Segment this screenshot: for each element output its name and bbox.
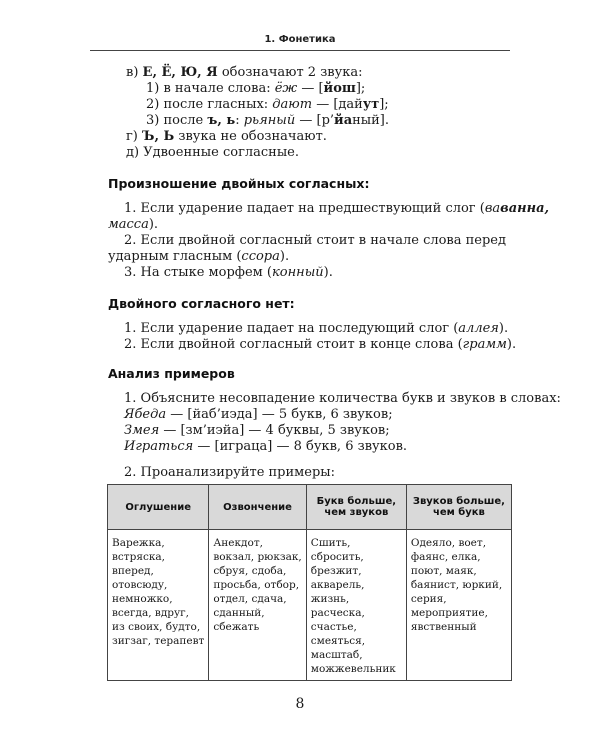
- col-header: Озвончение: [209, 485, 306, 530]
- list-item: из своих, будто,: [112, 621, 201, 633]
- col-devoicing: [108, 530, 209, 681]
- sub-item-3: 3) после ъ, ь: рьяный — [р’йаный].: [146, 113, 390, 128]
- example-word: конный: [271, 265, 324, 280]
- example-word: масса: [108, 217, 149, 232]
- list-item: акварель,: [310, 579, 365, 591]
- transcription: йа: [334, 113, 353, 128]
- example-line: Змея — [зм’иэйа] — 4 буквы, 5 звуков;: [124, 423, 390, 438]
- list-item: отдел, сдача,: [213, 593, 287, 605]
- example-word: ванна,: [500, 201, 550, 216]
- list-item: сбруя, сдоба,: [213, 565, 287, 577]
- list-item: сданный,: [213, 607, 265, 619]
- table-header-row: [108, 485, 512, 530]
- list-item: Анекдот,: [213, 537, 263, 549]
- list-item: расческа,: [310, 607, 365, 619]
- list-item: зигзаг, терапевт: [112, 635, 205, 647]
- list-item: отовсюду,: [112, 579, 168, 591]
- paragraph-cont: ударным гласным (ссора).: [108, 249, 290, 264]
- section-heading-analysis: Анализ примеров: [108, 366, 235, 381]
- list-item: вокзал, рюкзак,: [213, 551, 302, 563]
- col-more-letters: [306, 530, 406, 681]
- list-item: явственный: [410, 621, 477, 633]
- list-item: можжевельник: [310, 663, 396, 675]
- task-1: 1. Объясните несовпадение количества букв и звуков в словах:: [124, 391, 561, 406]
- list-item: счастье,: [310, 621, 357, 633]
- analysis-table: [107, 484, 512, 681]
- list-item: немножко,: [112, 593, 173, 605]
- list-item: Сшить,: [310, 537, 351, 549]
- example-word: Играться: [124, 439, 194, 454]
- col-header: Букв больше, чем звуков: [306, 485, 406, 530]
- example-line: Ябеда — [йаб’иэда] — 5 букв, 6 звуков;: [124, 407, 393, 422]
- task-2: 2. Проанализируйте примеры:: [124, 465, 336, 480]
- paragraph: 3. На стыке морфем (конный).: [124, 265, 333, 280]
- example-word: аллея: [458, 321, 499, 336]
- page-number: 8: [295, 696, 305, 712]
- letters-hard-soft: Ъ, Ь: [142, 129, 175, 144]
- col-header: Оглушение: [108, 485, 209, 530]
- list-item: жизнь,: [310, 593, 350, 605]
- list-text: обозначают 2 звука:: [217, 65, 363, 80]
- example-word: дают: [272, 97, 313, 112]
- list-item: сбросить,: [310, 551, 364, 563]
- list-marker: в): [126, 65, 139, 80]
- list-item-d: д) Удвоенные согласные.: [126, 145, 300, 160]
- list-item: смеяться,: [310, 635, 366, 647]
- example-word: Ябеда: [124, 407, 167, 422]
- table-row: [108, 530, 512, 681]
- section-heading-double-consonants: Произношение двойных согласных:: [108, 176, 370, 191]
- transcription: ут: [362, 97, 380, 112]
- list-item: Варежка,: [112, 537, 165, 549]
- paragraph: 2. Если двойной согласный стоит в начале слова перед: [124, 233, 507, 248]
- list-item: Одеяло, воет,: [410, 537, 487, 549]
- hard-soft-signs: ъ, ь: [207, 113, 236, 128]
- list-item: мероприятие,: [410, 607, 488, 619]
- example-word: ёж: [274, 81, 298, 96]
- letters-e-yo-yu-ya: Е, Ё, Ю, Я: [142, 65, 218, 80]
- sub-item-1: 1) в начале слова: ёж — [йош];: [146, 81, 366, 96]
- example-word: ссора: [241, 249, 280, 264]
- running-header: 1. Фонетика: [264, 34, 336, 45]
- list-item: баянист, юркий,: [410, 579, 503, 591]
- paragraph-cont: масса).: [108, 217, 159, 232]
- list-item: масштаб,: [310, 649, 363, 661]
- section-heading-no-double: Двойного согласного нет:: [108, 296, 295, 311]
- list-item: брезжит,: [310, 565, 362, 577]
- example-word: Змея: [124, 423, 160, 438]
- list-item: серия,: [410, 593, 447, 605]
- list-item-g: г) Ъ, Ь звука не обозначают.: [126, 129, 327, 144]
- paragraph: 1. Если ударение падает на предшествующий слог (ваванна,: [124, 201, 550, 216]
- list-item: встряска,: [112, 551, 165, 563]
- transcription: йош: [323, 81, 356, 96]
- col-more-sounds: [406, 530, 511, 681]
- list-item: фаянс, елка,: [410, 551, 481, 563]
- list-item: поют, маяк,: [410, 565, 477, 577]
- paragraph: 1. Если ударение падает на последующий слог (аллея).: [124, 321, 509, 336]
- list-item: просьба, отбор,: [213, 579, 300, 591]
- col-voicing: [209, 530, 306, 681]
- example-line: Играться — [играца] — 8 букв, 6 звуков.: [124, 439, 408, 454]
- list-item-v: [126, 64, 363, 81]
- col-header: Звуков больше, чем букв: [406, 485, 511, 530]
- list-item: сбежать: [213, 621, 260, 633]
- header-rule: [90, 50, 510, 51]
- list-item: вперед,: [112, 565, 154, 577]
- example-word: грамм: [462, 337, 507, 352]
- list-item: всегда, вдруг,: [112, 607, 190, 619]
- example-word: рьяный: [243, 113, 296, 128]
- sub-item-2: 2) после гласных: дают — [дайут];: [146, 97, 389, 112]
- paragraph: 2. Если двойной согласный стоит в конце слова (грамм).: [124, 337, 517, 352]
